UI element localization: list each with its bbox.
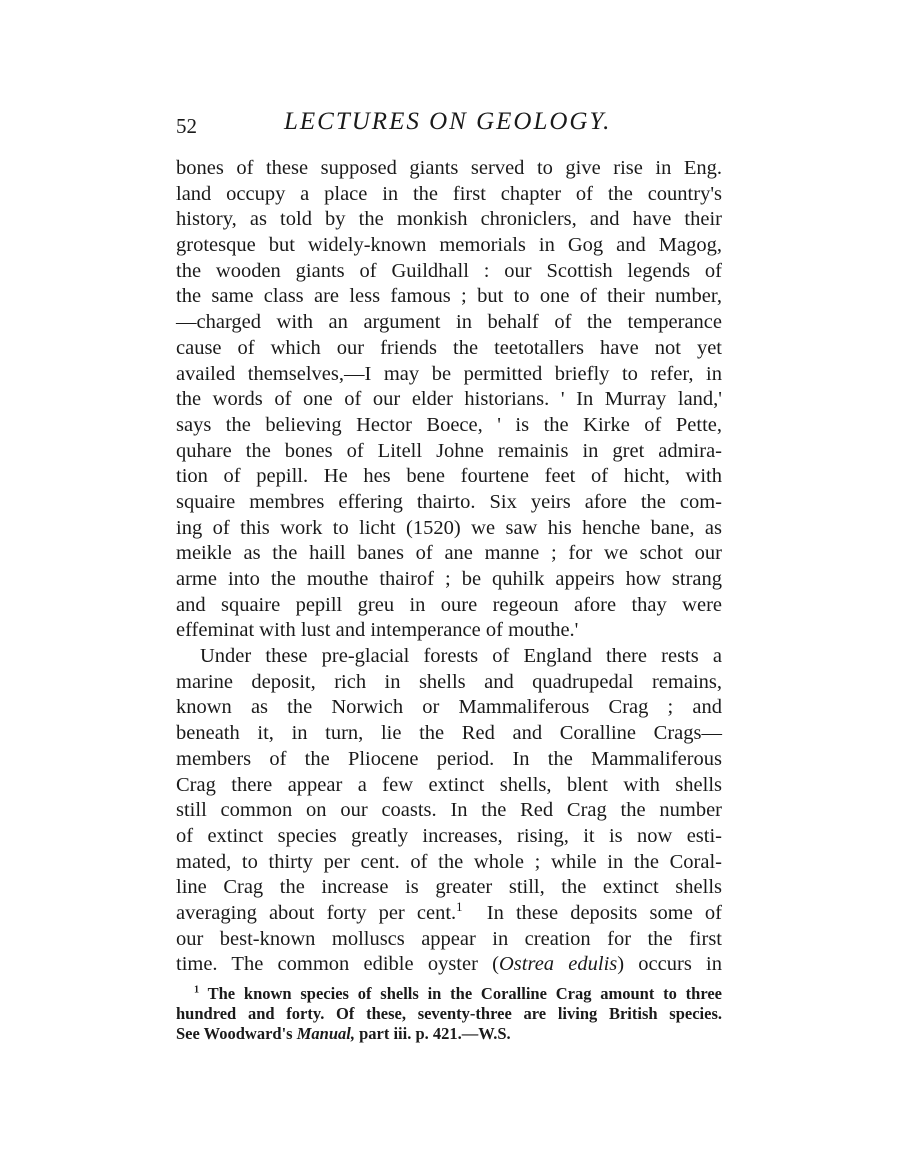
text-line: marine deposit, rich in shells and quadrupedal remains, xyxy=(176,670,722,693)
text-segment: In these deposits some of xyxy=(486,901,723,924)
text-line: known as the Norwich or Mammaliferous Crag ; and xyxy=(176,696,722,719)
text-line xyxy=(176,952,722,978)
text-line: the same class are less famous ; but to one of their number, xyxy=(176,285,722,308)
page-header xyxy=(176,108,724,142)
text-line: Crag there appear a few extinct shells, blent with shells xyxy=(176,773,722,796)
italic-species-name: Ostrea edulis xyxy=(499,953,618,976)
text-line: tion of pepill. He hes bene fourtene feet of hicht, with xyxy=(176,465,722,488)
text-line: members of the Pliocene period. In the Mammaliferous xyxy=(176,747,722,770)
text-line: grotesque but widely-known memorials in Gog and Magog, xyxy=(176,234,722,257)
footnote-text: part iii. p. 421.—W.S. xyxy=(354,1024,511,1043)
text-line: availed themselves,—I may be permitted briefly to refer, in xyxy=(176,362,722,385)
footnote-line: hundred and forty. Of these, seventy-three are living British species. xyxy=(176,1004,722,1023)
footnote-text: See Woodward's xyxy=(176,1024,297,1043)
running-title: LECTURES ON GEOLOGY. xyxy=(284,108,612,135)
text-line: quhare the bones of Litell Johne remainis in gret admira- xyxy=(176,439,722,462)
text-line: the words of one of our elder historians. ' In Murray land,' xyxy=(176,388,722,411)
text-line: effeminat with lust and intemperance of mouthe.' xyxy=(176,619,579,642)
text-line: history, as told by the monkish chroniclers, and have their xyxy=(176,208,722,231)
text-segment: ) occurs in xyxy=(617,953,722,976)
footnote-line xyxy=(176,1024,722,1044)
text-line: Under these pre-glacial forests of England there rests a xyxy=(200,645,722,668)
text-line: says the believing Hector Boece, ' is the Kirke of Pette, xyxy=(176,413,722,436)
text-line: the wooden giants of Guildhall : our Scottish legends of xyxy=(176,259,722,282)
text-line: and squaire pepill greu in oure regeoun afore thay were xyxy=(176,593,722,616)
footnote-text: The known species of shells in the Coralline Crag amount to three xyxy=(207,984,722,1003)
text-line: our best-known molluscs appear in creation for the first xyxy=(176,927,722,950)
text-line: mated, to thirty per cent. of the whole ; while in the Coral- xyxy=(176,850,722,873)
text-line: of extinct species greatly increases, rising, it is now esti- xyxy=(176,824,722,847)
text-line: ing of this work to licht (1520) we saw his henche bane, as xyxy=(176,516,722,539)
text-line: meikle as the haill banes of ane manne ; for we schot our xyxy=(176,542,722,565)
text-line: beneath it, in turn, lie the Red and Coralline Crags— xyxy=(176,722,722,745)
text-segment: time. The common edible oyster ( xyxy=(176,953,499,976)
footnote-italic: Manual, xyxy=(296,1024,355,1043)
text-line: still common on our coasts. In the Red Crag the number xyxy=(176,799,722,822)
body-text xyxy=(176,156,722,978)
text-line: bones of these supposed giants served to give rise in Eng. xyxy=(176,157,722,179)
footnote-line xyxy=(176,984,722,1004)
footnote-marker: 1 xyxy=(194,984,200,996)
text-line: line Crag the increase is greater still, the extinct shells xyxy=(176,876,722,899)
page-number: 52 xyxy=(176,114,197,138)
text-line: squaire membres effering thairto. Six yeirs afore the com- xyxy=(176,490,722,513)
text-line xyxy=(176,901,722,927)
footnotes xyxy=(176,984,722,1044)
text-segment: averaging about forty per cent. xyxy=(176,901,457,924)
footnote-reference: 1 xyxy=(456,900,463,915)
text-line: land occupy a place in the first chapter of the country's xyxy=(176,182,722,205)
text-line: cause of which our friends the teetotallers have not yet xyxy=(176,336,722,359)
text-line: arme into the mouthe thairof ; be quhilk appeirs how strang xyxy=(176,568,722,590)
text-line: —charged with an argument in behalf of the temperance xyxy=(176,311,722,334)
